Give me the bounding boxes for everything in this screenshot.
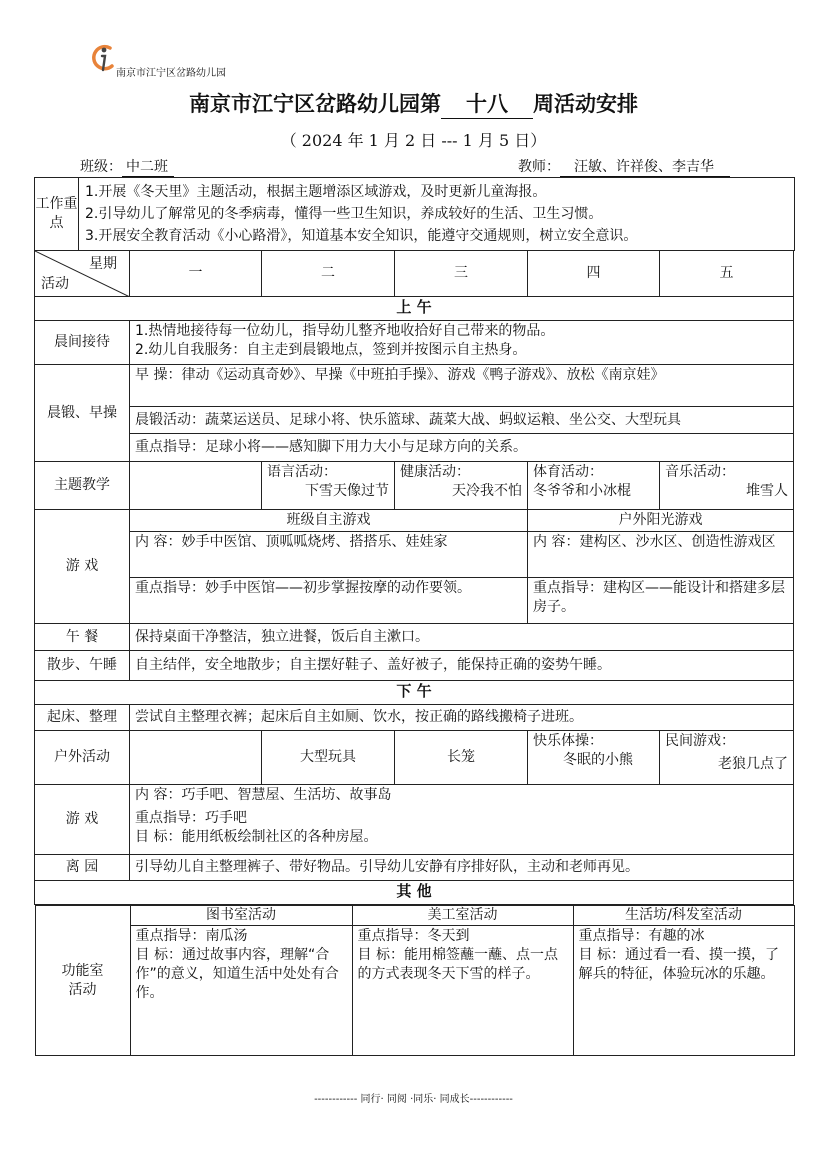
outdoor-wed: 长笼 bbox=[395, 731, 528, 785]
outdoor-type: 民间游戏： bbox=[665, 733, 735, 749]
theme-label: 主题教学 bbox=[35, 462, 130, 510]
theme-cell bbox=[660, 462, 794, 510]
theme-type: 健康活动： bbox=[400, 464, 470, 480]
pm-games-content bbox=[130, 785, 794, 855]
theme-type: 语言活动： bbox=[267, 464, 337, 480]
leave-label: 离 园 bbox=[35, 855, 130, 881]
teacher-label: 教师： bbox=[518, 159, 560, 175]
goals-label: 工作重点 bbox=[35, 178, 79, 251]
diagonal-header-cell bbox=[35, 251, 130, 297]
function-room-wrapper bbox=[35, 905, 794, 1057]
function-room-label: 功能室活动 bbox=[35, 906, 130, 1056]
class-value: 中二班 bbox=[122, 156, 174, 177]
exercise-focus: 重点指导：足球小将——感知脚下用力大小与足球方向的关系。 bbox=[130, 434, 794, 462]
goals-list bbox=[79, 178, 795, 251]
class-games-content: 内 容：妙手中医馆、顶呱呱烧烤、搭搭乐、娃娃家 bbox=[130, 532, 528, 578]
room-focus: 重点指导：南瓜汤 bbox=[135, 928, 248, 944]
section-morning: 上 午 bbox=[35, 297, 794, 321]
room-goal: 目 标：通过看一看、摸一摸，了解兵的特征，体验玩冰的乐趣。 bbox=[578, 947, 779, 982]
outdoor-games-content: 内 容：建构区、沙水区、创造性游戏区 bbox=[528, 532, 794, 578]
teacher-info bbox=[518, 156, 730, 177]
outdoor-thu bbox=[528, 731, 660, 785]
outdoor-mon bbox=[130, 731, 262, 785]
day-mon: 一 bbox=[130, 251, 262, 297]
theme-mon bbox=[130, 462, 262, 510]
outdoor-label: 户外活动 bbox=[35, 731, 130, 785]
section-other: 其 他 bbox=[35, 881, 794, 905]
section-afternoon: 下 午 bbox=[35, 681, 794, 705]
reception-label: 晨间接待 bbox=[35, 321, 130, 365]
class-games-title: 班级自主游戏 bbox=[130, 510, 528, 532]
outdoor-fri bbox=[660, 731, 794, 785]
reception-line: 1.热情地接待每一位幼儿，指导幼儿整齐地收拾好自己带来的物品。 bbox=[135, 323, 555, 339]
leave-content: 引导幼儿自主整理裤子、带好物品。引导幼儿安静有序排好队，主动和老师再见。 bbox=[130, 855, 794, 881]
outdoor-tue: 大型玩具 bbox=[262, 731, 395, 785]
pm-games-line: 重点指导：巧手吧 bbox=[135, 810, 247, 826]
page-title bbox=[0, 88, 827, 119]
goal-item: 1.开展《冬天里》主题活动，根据主题增添区域游戏，及时更新儿童海报。 bbox=[85, 184, 547, 200]
theme-cell bbox=[395, 462, 528, 510]
room-content bbox=[352, 926, 573, 1056]
theme-cell bbox=[262, 462, 395, 510]
date-range: （ 2024 年 1 月 2 日 --- 1 月 5 日） bbox=[280, 131, 547, 150]
games-label: 游 戏 bbox=[35, 510, 130, 624]
room-goal: 目 标：能用棉签蘸一蘸、点一点的方式表现冬天下雪的样子。 bbox=[357, 947, 558, 982]
theme-name: 天冷我不怕 bbox=[452, 483, 522, 499]
activity-label: 活动 bbox=[41, 276, 69, 292]
class-games-focus: 重点指导：妙手中医馆——初步掌握按摩的动作要领。 bbox=[130, 578, 528, 624]
week-number: 十八 bbox=[441, 88, 533, 119]
goals-table bbox=[34, 177, 795, 251]
class-label: 班级： bbox=[80, 159, 122, 175]
class-info bbox=[80, 156, 174, 177]
schedule-table bbox=[34, 250, 794, 1056]
pm-games-line: 目 标：能用纸板绘制社区的各种房屋。 bbox=[135, 829, 378, 845]
nap-content: 自主结伴，安全地散步；自主摆好鞋子、盖好被子，能保持正确的姿势午睡。 bbox=[130, 651, 794, 681]
function-room-table bbox=[35, 905, 795, 1056]
day-thu: 四 bbox=[528, 251, 660, 297]
footer-motto: ------------ 同行· 同阅 ·同乐· 同成长------------ bbox=[314, 1094, 513, 1105]
reception-content bbox=[130, 321, 794, 365]
title-prefix: 南京市江宁区岔路幼儿园第 bbox=[189, 91, 441, 116]
title-suffix: 周活动安排 bbox=[533, 91, 638, 116]
room-title: 生活坊/科发室活动 bbox=[573, 906, 794, 926]
theme-name: 冬爷爷和小冰棍 bbox=[533, 483, 631, 499]
day-fri: 五 bbox=[660, 251, 794, 297]
outdoor-name: 冬眠的小熊 bbox=[563, 752, 633, 768]
outdoor-games-title: 户外阳光游戏 bbox=[528, 510, 794, 532]
teacher-value: 汪敏、许祥俊、李吉华 bbox=[560, 156, 730, 177]
reception-line: 2.幼儿自我服务：自主走到晨锻地点，签到并按图示自主热身。 bbox=[135, 342, 527, 358]
exercise-activities: 晨锻活动：蔬菜运送员、足球小将、快乐篮球、蔬菜大战、蚂蚁运粮、坐公交、大型玩具 bbox=[130, 407, 794, 434]
exercise-label: 晨锻、早操 bbox=[35, 365, 130, 462]
nap-label: 散步、午睡 bbox=[35, 651, 130, 681]
theme-cell bbox=[528, 462, 660, 510]
week-label: 星期 bbox=[89, 256, 117, 272]
outdoor-games-focus: 重点指导：建构区——能设计和搭建多层房子。 bbox=[528, 578, 794, 624]
pm-games-line: 内 容：巧手吧、智慧屋、生活坊、故事岛 bbox=[135, 787, 392, 803]
outdoor-type: 快乐体操： bbox=[533, 733, 603, 749]
room-content bbox=[573, 926, 794, 1056]
theme-name: 堆雪人 bbox=[746, 483, 788, 499]
brand-name: 南京市江宁区岔路幼儿园 bbox=[116, 68, 226, 79]
goal-item: 2.引导幼儿了解常见的冬季病毒，懂得一些卫生知识，养成较好的生活、卫生习惯。 bbox=[85, 206, 603, 222]
theme-type: 音乐活动： bbox=[665, 464, 735, 480]
room-focus: 重点指导：有趣的冰 bbox=[578, 928, 705, 944]
theme-name: 下雪天像过节 bbox=[305, 483, 389, 499]
goal-item: 3.开展安全教育活动《小心路滑》，知道基本安全知识，能遵守交通规则，树立安全意识。 bbox=[85, 228, 638, 244]
theme-type: 体育活动： bbox=[533, 464, 603, 480]
room-title: 美工室活动 bbox=[352, 906, 573, 926]
kindergarten-logo bbox=[88, 44, 118, 76]
lunch-label: 午 餐 bbox=[35, 624, 130, 651]
room-content bbox=[130, 926, 352, 1056]
lunch-content: 保持桌面干净整洁，独立进餐，饭后自主漱口。 bbox=[130, 624, 794, 651]
pm-games-label: 游 戏 bbox=[35, 785, 130, 855]
wake-content: 尝试自主整理衣裤；起床后自主如厕、饮水，按正确的路线搬椅子进班。 bbox=[130, 705, 794, 731]
day-tue: 二 bbox=[262, 251, 395, 297]
wake-label: 起床、整理 bbox=[35, 705, 130, 731]
room-title: 图书室活动 bbox=[130, 906, 352, 926]
outdoor-name: 老狼几点了 bbox=[718, 756, 788, 772]
exercise-morning-routine: 早 操：律动《运动真奇妙》、早操《中班拍手操》、游戏《鸭子游戏》、放松《南京娃》 bbox=[130, 365, 794, 407]
room-focus: 重点指导：冬天到 bbox=[357, 928, 470, 944]
room-goal: 目 标：通过故事内容，理解“合作”的意义，知道生活中处处有合作。 bbox=[135, 947, 339, 1001]
day-wed: 三 bbox=[395, 251, 528, 297]
